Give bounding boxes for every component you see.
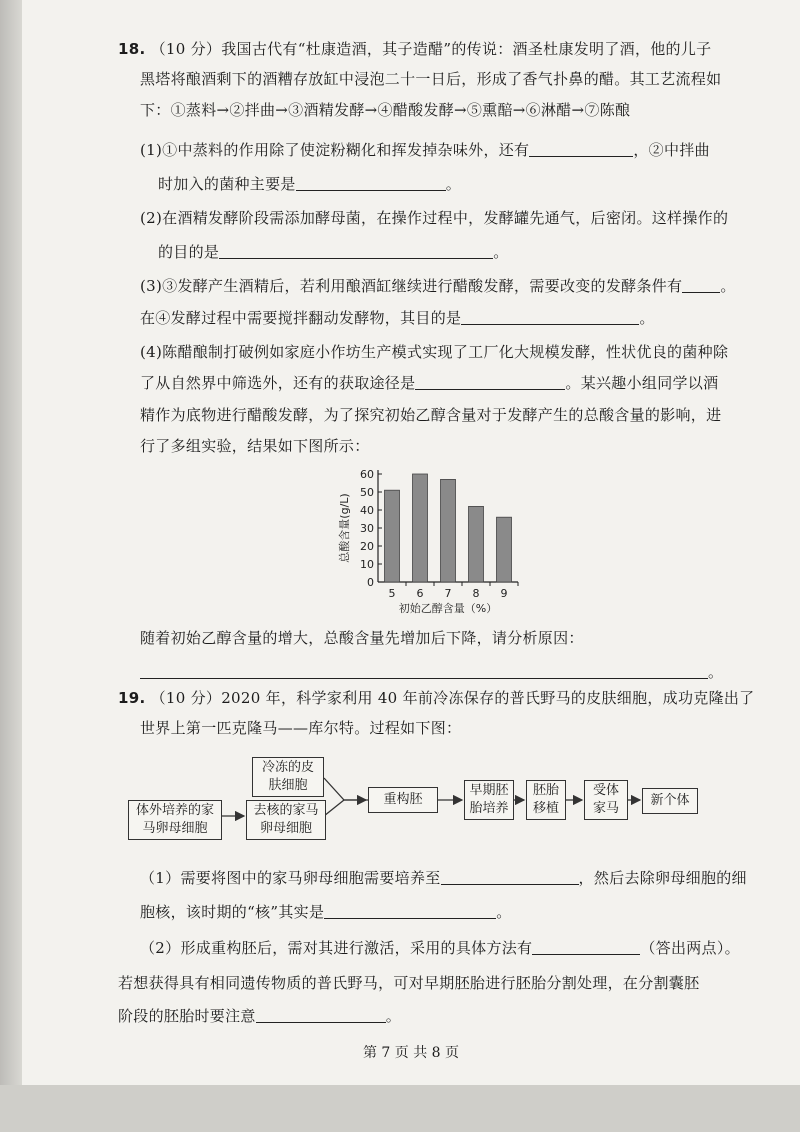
q18-intro-3: 下：①蒸料→②拌曲→③酒精发酵→④醋酸发酵→⑤熏醅→⑥淋醋→⑦陈酿 xyxy=(140,101,631,119)
y-tick-label: 60 xyxy=(360,468,374,481)
y-tick-label: 0 xyxy=(367,576,374,589)
q18-part4-line1: (4)陈醋酿制打破例如家庭小作坊生产模式实现了工厂化大规模发酵，性状优良的菌种除 xyxy=(140,343,729,361)
q19-part1-end: 。 xyxy=(496,903,512,921)
q19-part1-text-c: 胞核，该时期的“核”其实是 xyxy=(140,903,325,921)
q18-part3-text: (3)③发酵产生酒精后，若利用酿酒缸继续进行醋酸发酵，需要改变的发酵条件有 xyxy=(140,277,683,295)
y-tick-label: 10 xyxy=(360,558,374,571)
flow-enucleated-oocyte: 去核的家马 卵母细胞 xyxy=(246,800,326,840)
q19-part2-line3 xyxy=(118,1006,401,1026)
page-left-shadow xyxy=(0,0,22,1132)
q18-part4-text-c: 。某兴趣小组同学以酒 xyxy=(565,374,719,392)
q18-part4-text: 了从自然界中筛选外，还有的获取途径是 xyxy=(140,374,416,392)
page-footer: 第 7 页 共 8 页 xyxy=(362,1045,460,1061)
q18-part1-text-b: ，②中拌曲 xyxy=(633,141,710,159)
q19-part2-blank-a[interactable] xyxy=(532,940,640,955)
flow-new-individual: 新个体 xyxy=(642,788,698,814)
x-tick-label: 8 xyxy=(472,587,480,600)
q19-intro-2: 世界上第一匹克隆马——库尔特。过程如下图： xyxy=(140,719,462,737)
flow-recipient-mare: 受体 家马 xyxy=(584,780,628,820)
q19-part1-blank-a[interactable] xyxy=(441,870,579,885)
q19-part2-end: 。 xyxy=(385,1007,402,1025)
q18-answer-end: 。 xyxy=(708,663,724,681)
x-tick-label: 7 xyxy=(444,587,452,600)
q18-intro-2: 黑塔将酿酒剩下的酒糟存放缸中浸泡二十一日后，形成了香气扑鼻的醋。其工艺流程如 xyxy=(140,70,722,88)
q19-part2-text: （2）形成重构胚后，需对其进行激活，采用的具体方法有 xyxy=(140,939,533,957)
x-tick-label: 5 xyxy=(388,587,396,600)
y-tick-label: 50 xyxy=(360,486,374,499)
flow-frozen-skin-cells: 冷冻的皮 肤细胞 xyxy=(252,757,324,797)
q19-part2-text-b: （答出两点）。 xyxy=(640,939,740,957)
q19-part1-blank-b[interactable] xyxy=(324,904,496,919)
y-tick-label: 40 xyxy=(360,504,374,517)
flow-cultured-oocyte: 体外培养的家 马卵母细胞 xyxy=(128,800,222,840)
q18-after-chart: 随着初始乙醇含量的增大，总酸含量先增加后下降，请分析原因： xyxy=(140,629,584,647)
flow-embryo-transfer: 胚胎 移植 xyxy=(526,780,566,820)
q19-part2-line1 xyxy=(140,938,740,958)
q18-part2-end: 。 xyxy=(493,243,509,261)
q18-part2-line1: (2)在酒精发酵阶段需添加酵母菌，在操作过程中，发酵罐先通气，后密闭。这样操作的 xyxy=(140,209,729,227)
q19-intro-1: （10 分）2020 年，科学家利用 40 年前冷冻保存的普氏野马的皮肤细胞，成功克隆出了 xyxy=(150,689,755,707)
arrow-enucleated-to-reconstructed xyxy=(324,800,344,816)
q18-part3-text-c: 在④发酵过程中需要搅拌翻动发酵物，其目的是 xyxy=(140,309,462,327)
x-axis-label: 初始乙醇含量（%） xyxy=(398,602,498,615)
y-tick-label: 30 xyxy=(360,522,374,535)
q18-part1-text: (1)①中蒸料的作用除了使淀粉糊化和挥发掉杂味外，还有 xyxy=(140,141,530,159)
q18-part1-text-c: 时加入的菌种主要是 xyxy=(158,175,296,193)
q19-part1-line1 xyxy=(140,868,747,888)
q19-part2-line2: 若想获得具有相同遗传物质的普氏野马，可对早期胚胎进行胚胎分割处理，在分割囊胚 xyxy=(118,974,700,992)
q18-part3-end-a: 。 xyxy=(720,277,736,295)
flow-early-embryo-culture: 早期胚 胎培养 xyxy=(464,780,514,820)
q19-part1-text-b: ，然后去除卵母细胞的细 xyxy=(578,869,747,887)
q19-part2-blank-b[interactable] xyxy=(256,1008,386,1023)
q18-part2-text: 的目的是 xyxy=(158,243,220,261)
cloning-flow-arrows xyxy=(22,0,800,1085)
q19-number: 19. xyxy=(118,689,146,707)
q18-part4-line3: 精作为底物进行醋酸发酵，为了探究初始乙醇含量对于发酵产生的总酸含量的影响，进 xyxy=(140,406,722,424)
q18-number: 18. xyxy=(118,40,146,58)
arrow-frozen-to-reconstructed xyxy=(324,778,368,800)
page-bottom-background xyxy=(0,1085,800,1132)
y-tick-label: 20 xyxy=(360,540,374,553)
exam-page xyxy=(22,0,800,1085)
q19-part1-line2 xyxy=(140,902,512,922)
q19-part2-text-d: 阶段的胚胎时要注意 xyxy=(118,1007,256,1025)
x-tick-label: 9 xyxy=(500,587,508,600)
q18-intro-1: （10 分）我国古代有“杜康造酒，其子造醋”的传说：酒圣杜康发明了酒，他的儿子 xyxy=(150,40,712,58)
q18-part3-end-b: 。 xyxy=(639,309,655,327)
q18-part4-line4: 行了多组实验，结果如下图所示： xyxy=(140,437,370,455)
y-axis-label: 总酸含量(g/L) xyxy=(338,493,351,563)
q19-part1-text: （1）需要将图中的家马卵母细胞需要培养至 xyxy=(140,869,441,887)
q18-part1-end: 。 xyxy=(445,175,462,193)
flow-reconstructed-embryo: 重构胚 xyxy=(368,787,438,813)
x-tick-label: 6 xyxy=(416,587,424,600)
